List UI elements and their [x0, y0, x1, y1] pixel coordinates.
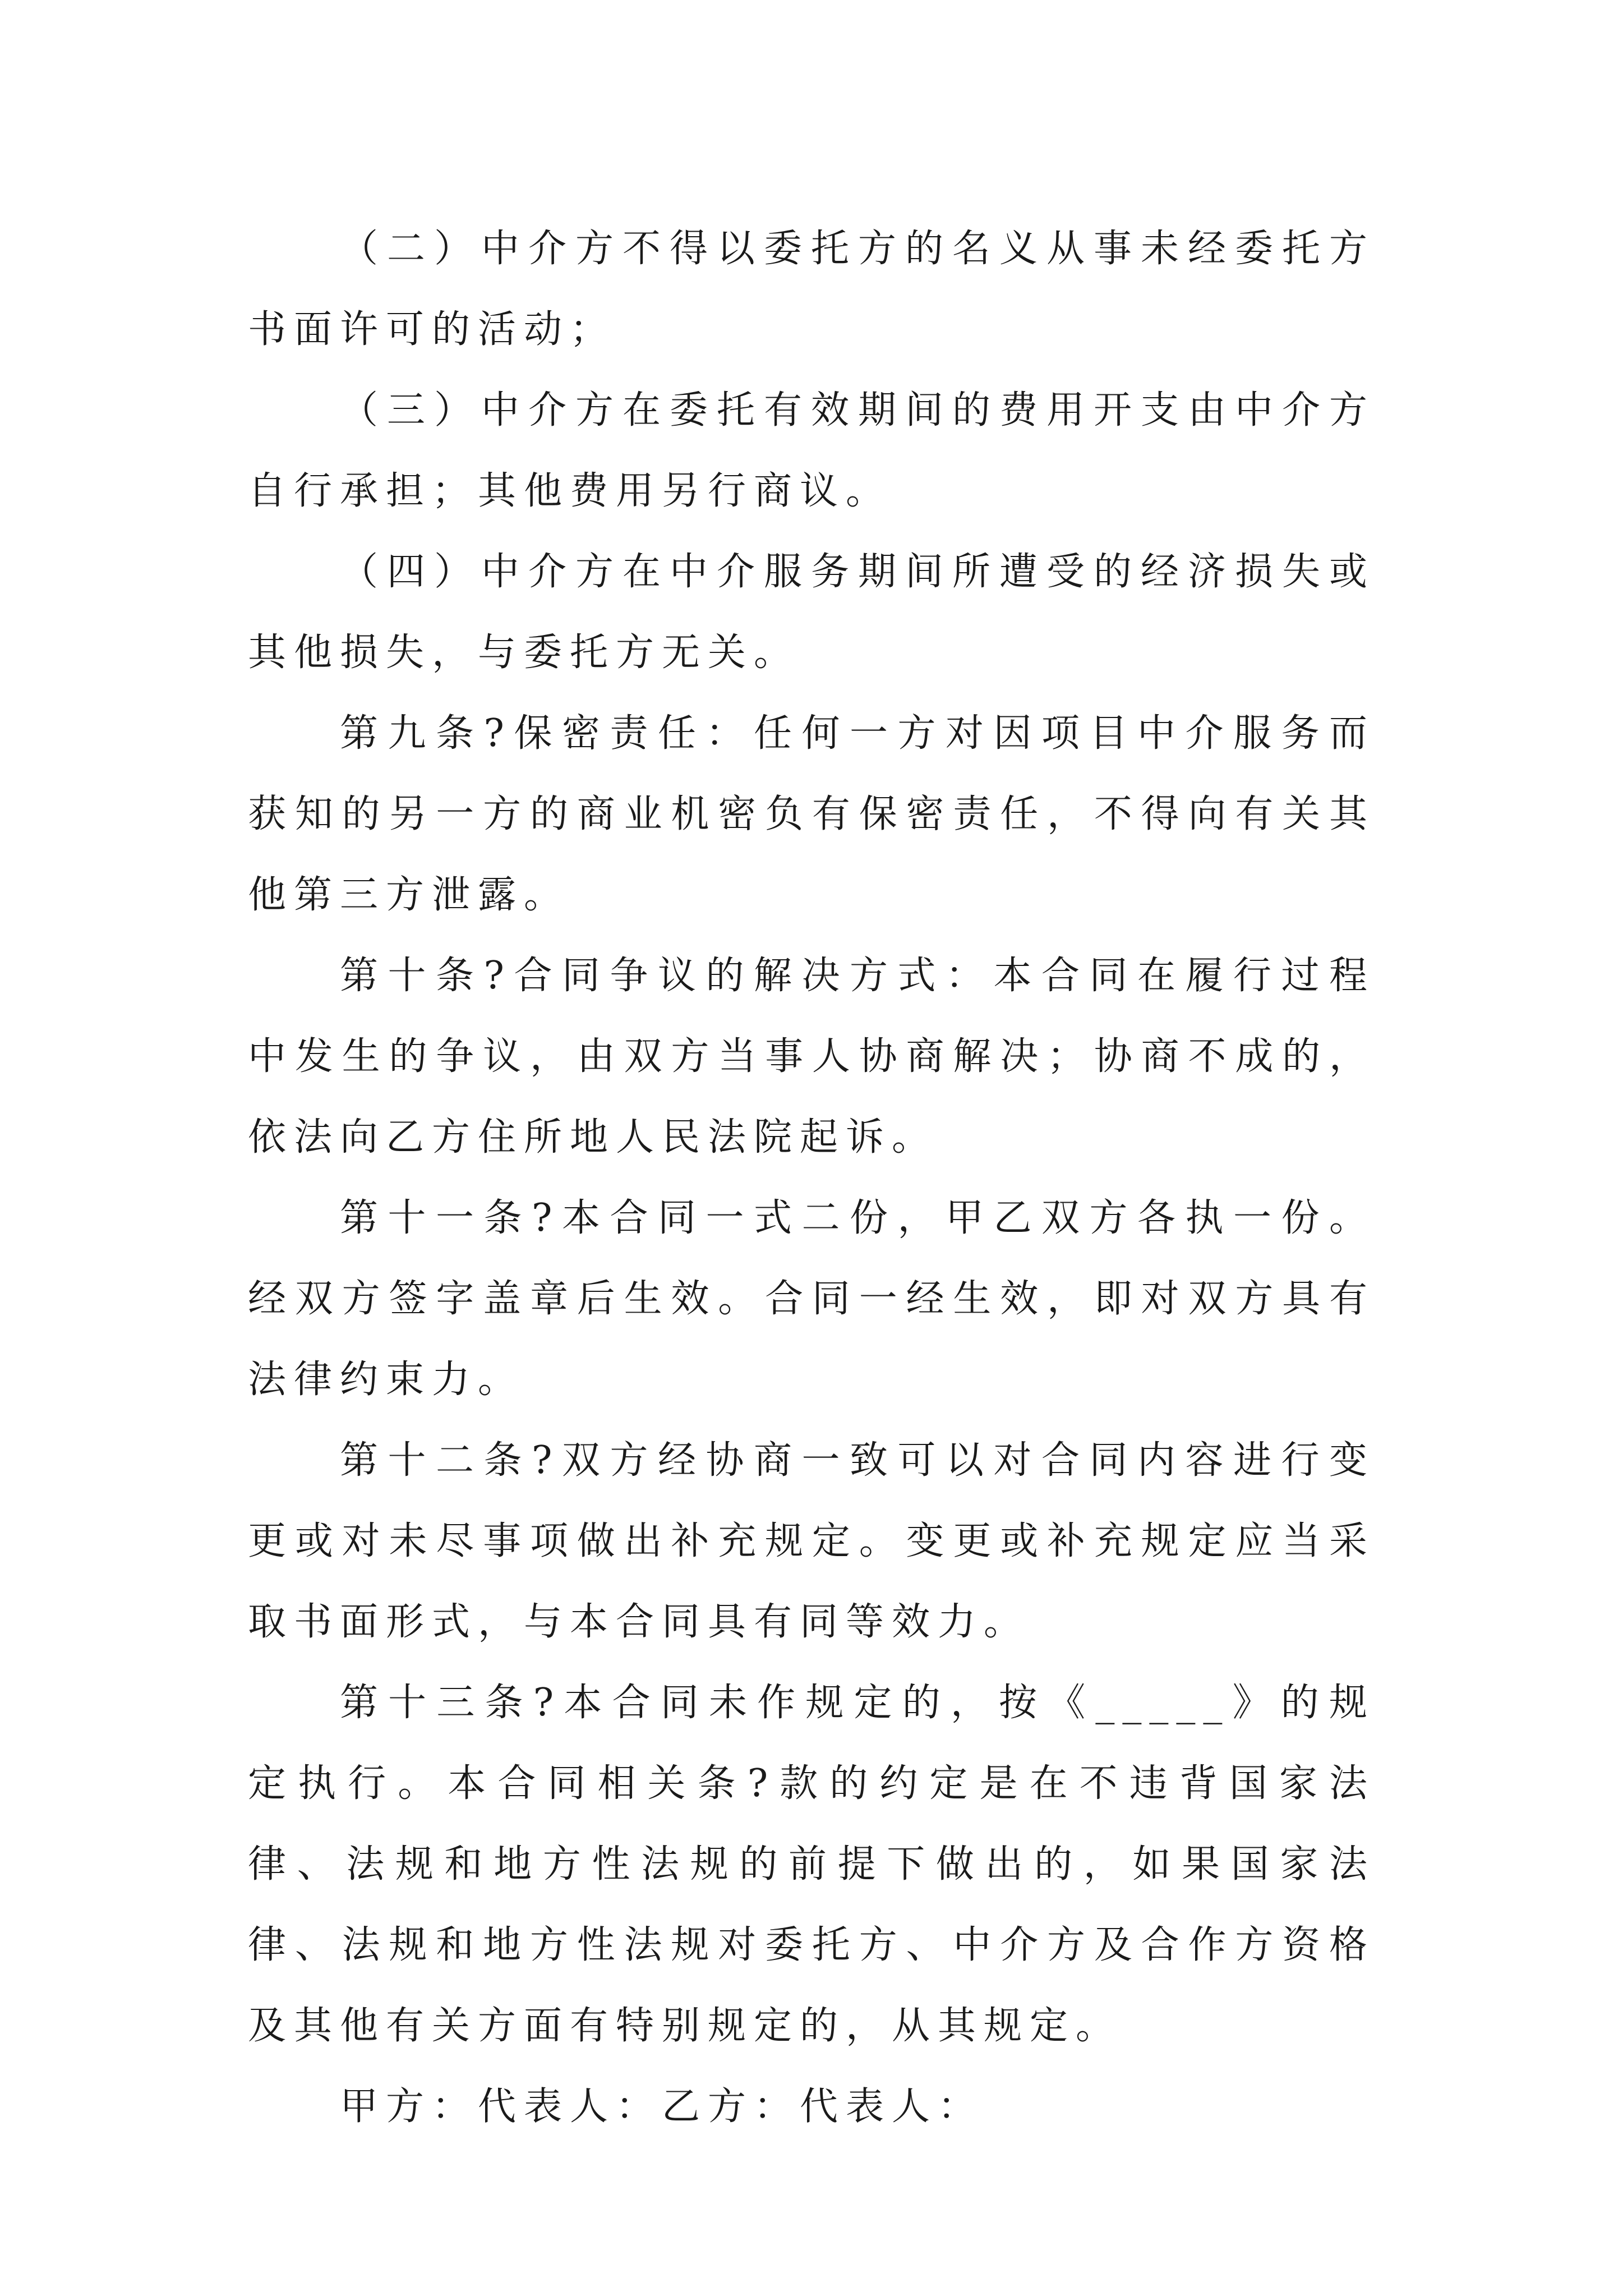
- document-body: [248, 209, 1375, 2147]
- paragraph-article-9: 第九条?保密责任：任何一方对因项目中介服务而获知的另一方的商业机密负有保密责任，不得向有关其他第三方泄露。: [248, 711, 1375, 917]
- signature-line: 甲方：代表人：乙方：代表人：: [340, 2085, 984, 2129]
- paragraph-clause-8-4: （四）中介方在中介服务期间所遭受的经济损失或其他损失，与委托方无关。: [248, 550, 1375, 675]
- paragraph-article-13: 第十三条?本合同未作规定的，按《_____》的规定执行。本合同相关条?款的约定是在不违背国家法律、法规和地方性法规的前提下做出的，如果国家法律、法规和地方性法规对委托方、中介方及合作方资格及其他有关方面有特别规定的，从其规定。: [248, 1681, 1375, 2048]
- paragraph-clause-8-2: （二）中介方不得以委托方的名义从事未经委托方书面许可的活动；: [248, 227, 1375, 352]
- paragraph-article-11: 第十一条?本合同一式二份，甲乙双方各执一份。经双方签字盖章后生效。合同一经生效，即对双方具有法律约束力。: [248, 1196, 1375, 1402]
- paragraph-article-10: 第十条?合同争议的解决方式：本合同在履行过程中发生的争议，由双方当事人协商解决；协商不成的，依法向乙方住所地人民法院起诉。: [248, 954, 1375, 1159]
- paragraph-article-12: 第十二条?双方经协商一致可以对合同内容进行变更或对未尽事项做出补充规定。变更或补充规定应当采取书面形式，与本合同具有同等效力。: [248, 1438, 1375, 1644]
- paragraph-clause-8-3: （三）中介方在委托有效期间的费用开支由中介方自行承担；其他费用另行商议。: [248, 388, 1375, 513]
